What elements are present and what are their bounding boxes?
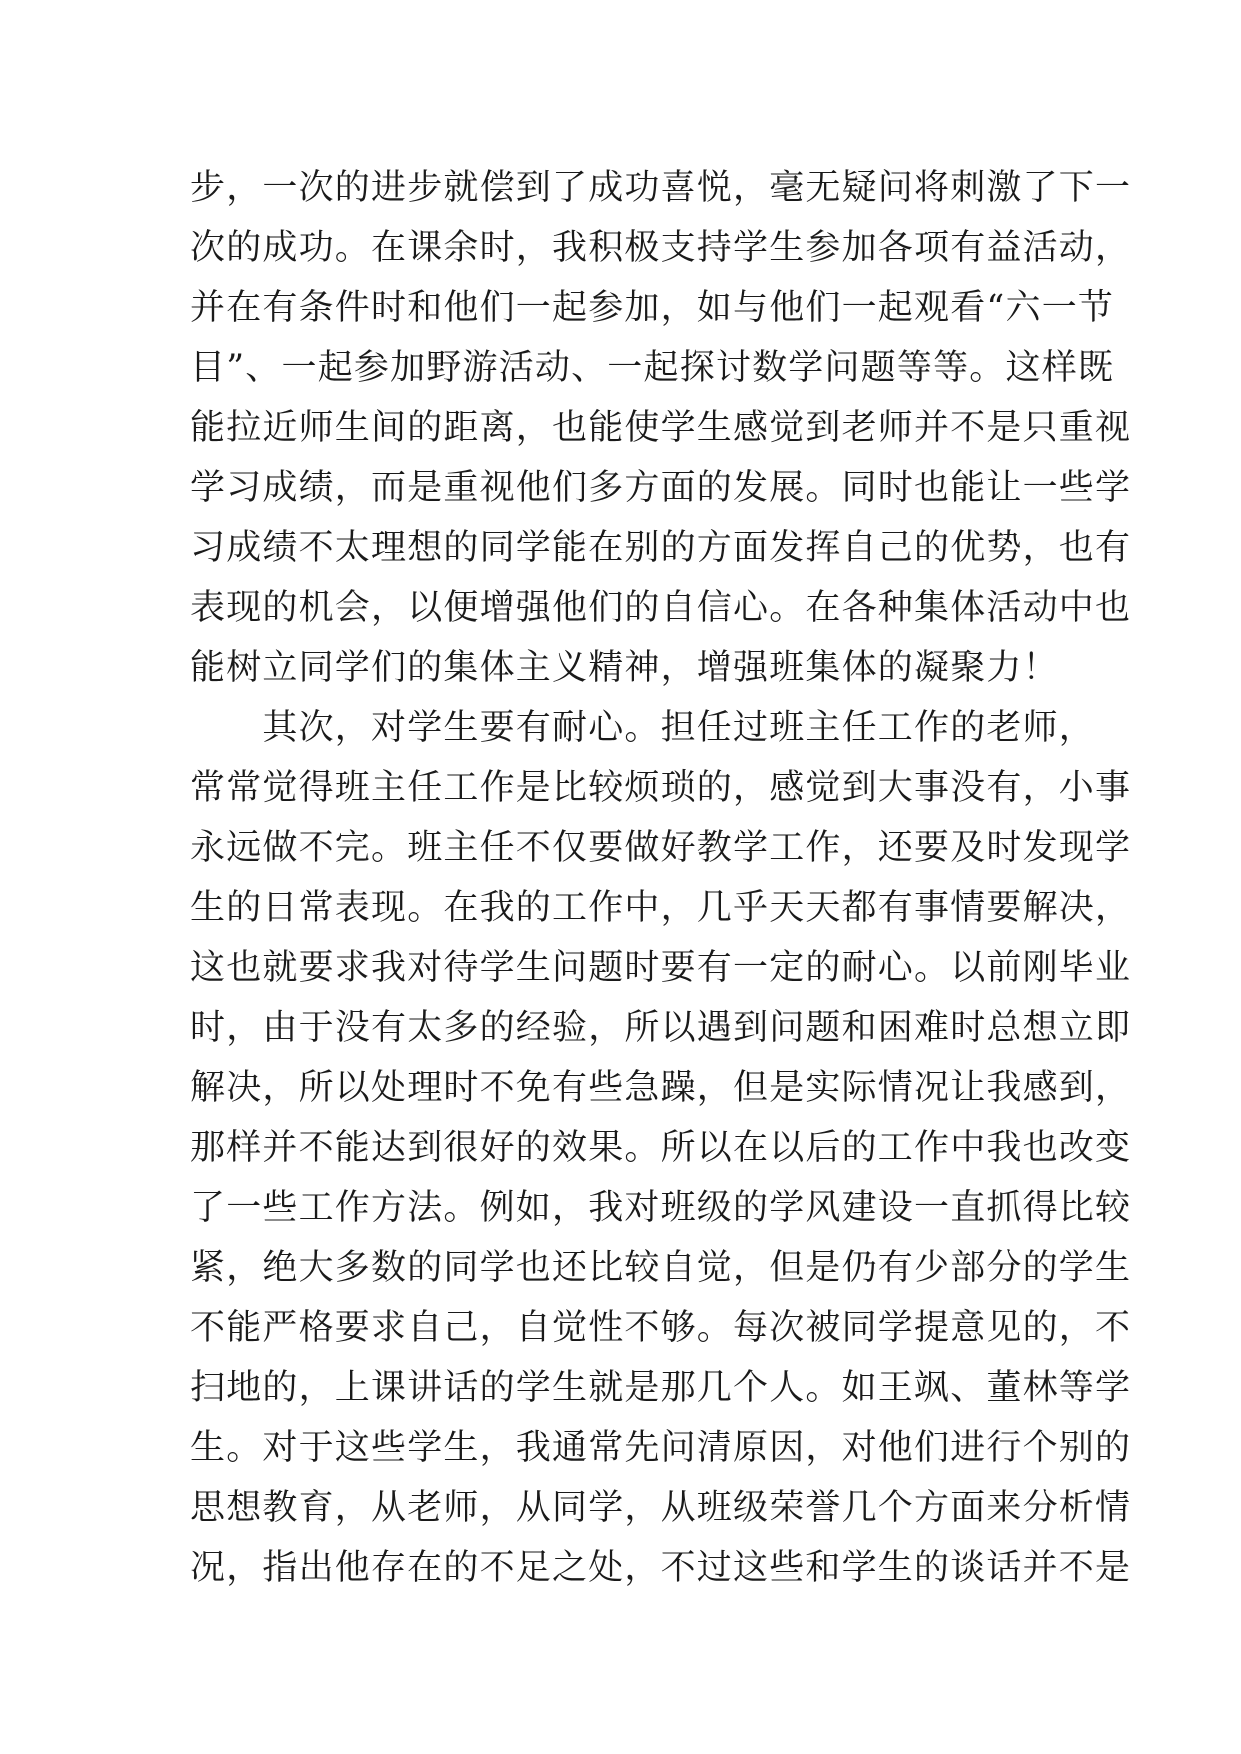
text-line: 了一些工作方法。例如，我对班级的学风建设一直抓得比较 <box>190 1188 1132 1228</box>
body-text <box>190 158 1132 1598</box>
text-line: 紧，绝大多数的同学也还比较自觉，但是仍有少部分的学生 <box>190 1248 1132 1288</box>
text-line: 这也就要求我对待学生问题时要有一定的耐心。以前刚毕业 <box>190 948 1132 988</box>
text-line: 能拉近师生间的距离，也能使学生感觉到老师并不是只重视 <box>190 408 1132 448</box>
text-line: 习成绩不太理想的同学能在别的方面发挥自己的优势，也有 <box>190 528 1132 568</box>
text-line: 步，一次的进步就偿到了成功喜悦，毫无疑问将刺激了下一 <box>190 168 1132 208</box>
text-line: 表现的机会，以便增强他们的自信心。在各种集体活动中也 <box>190 588 1132 628</box>
text-line: 并在有条件时和他们一起参加，如与他们一起观看“六一节 <box>190 288 1115 328</box>
text-line: 那样并不能达到很好的效果。所以在以后的工作中我也改变 <box>190 1128 1132 1168</box>
text-line: 生。对于这些学生，我通常先问清原因，对他们进行个别的 <box>190 1428 1132 1468</box>
text-line: 常常觉得班主任工作是比较烦琐的，感觉到大事没有，小事 <box>190 768 1132 808</box>
text-line: 时，由于没有太多的经验，所以遇到问题和困难时总想立即 <box>190 1008 1132 1048</box>
text-line: 不能严格要求自己，自觉性不够。每次被同学提意见的，不 <box>190 1308 1132 1348</box>
text-line: 生的日常表现。在我的工作中，几乎天天都有事情要解决， <box>190 888 1132 928</box>
text-line: 学习成绩，而是重视他们多方面的发展。同时也能让一些学 <box>190 468 1132 508</box>
text-line: 永远做不完。班主任不仅要做好教学工作，还要及时发现学 <box>190 828 1132 868</box>
text-line: 况，指出他存在的不足之处，不过这些和学生的谈话并不是 <box>190 1548 1132 1588</box>
text-line: 能树立同学们的集体主义精神，增强班集体的凝聚力！ <box>190 648 1059 688</box>
text-line: 目”、一起参加野游活动、一起探讨数学问题等等。这样既 <box>190 348 1115 388</box>
text-line: 思想教育，从老师，从同学，从班级荣誉几个方面来分析情 <box>190 1488 1132 1528</box>
paragraph-start-line: 其次，对学生要有耐心。担任过班主任工作的老师， <box>190 708 1096 748</box>
text-line: 次的成功。在课余时，我积极支持学生参加各项有益活动， <box>190 228 1132 268</box>
text-line: 扫地的，上课讲话的学生就是那几个人。如王飒、董林等学 <box>190 1368 1132 1408</box>
text-line: 解决，所以处理时不免有些急躁，但是实际情况让我感到， <box>190 1068 1132 1108</box>
